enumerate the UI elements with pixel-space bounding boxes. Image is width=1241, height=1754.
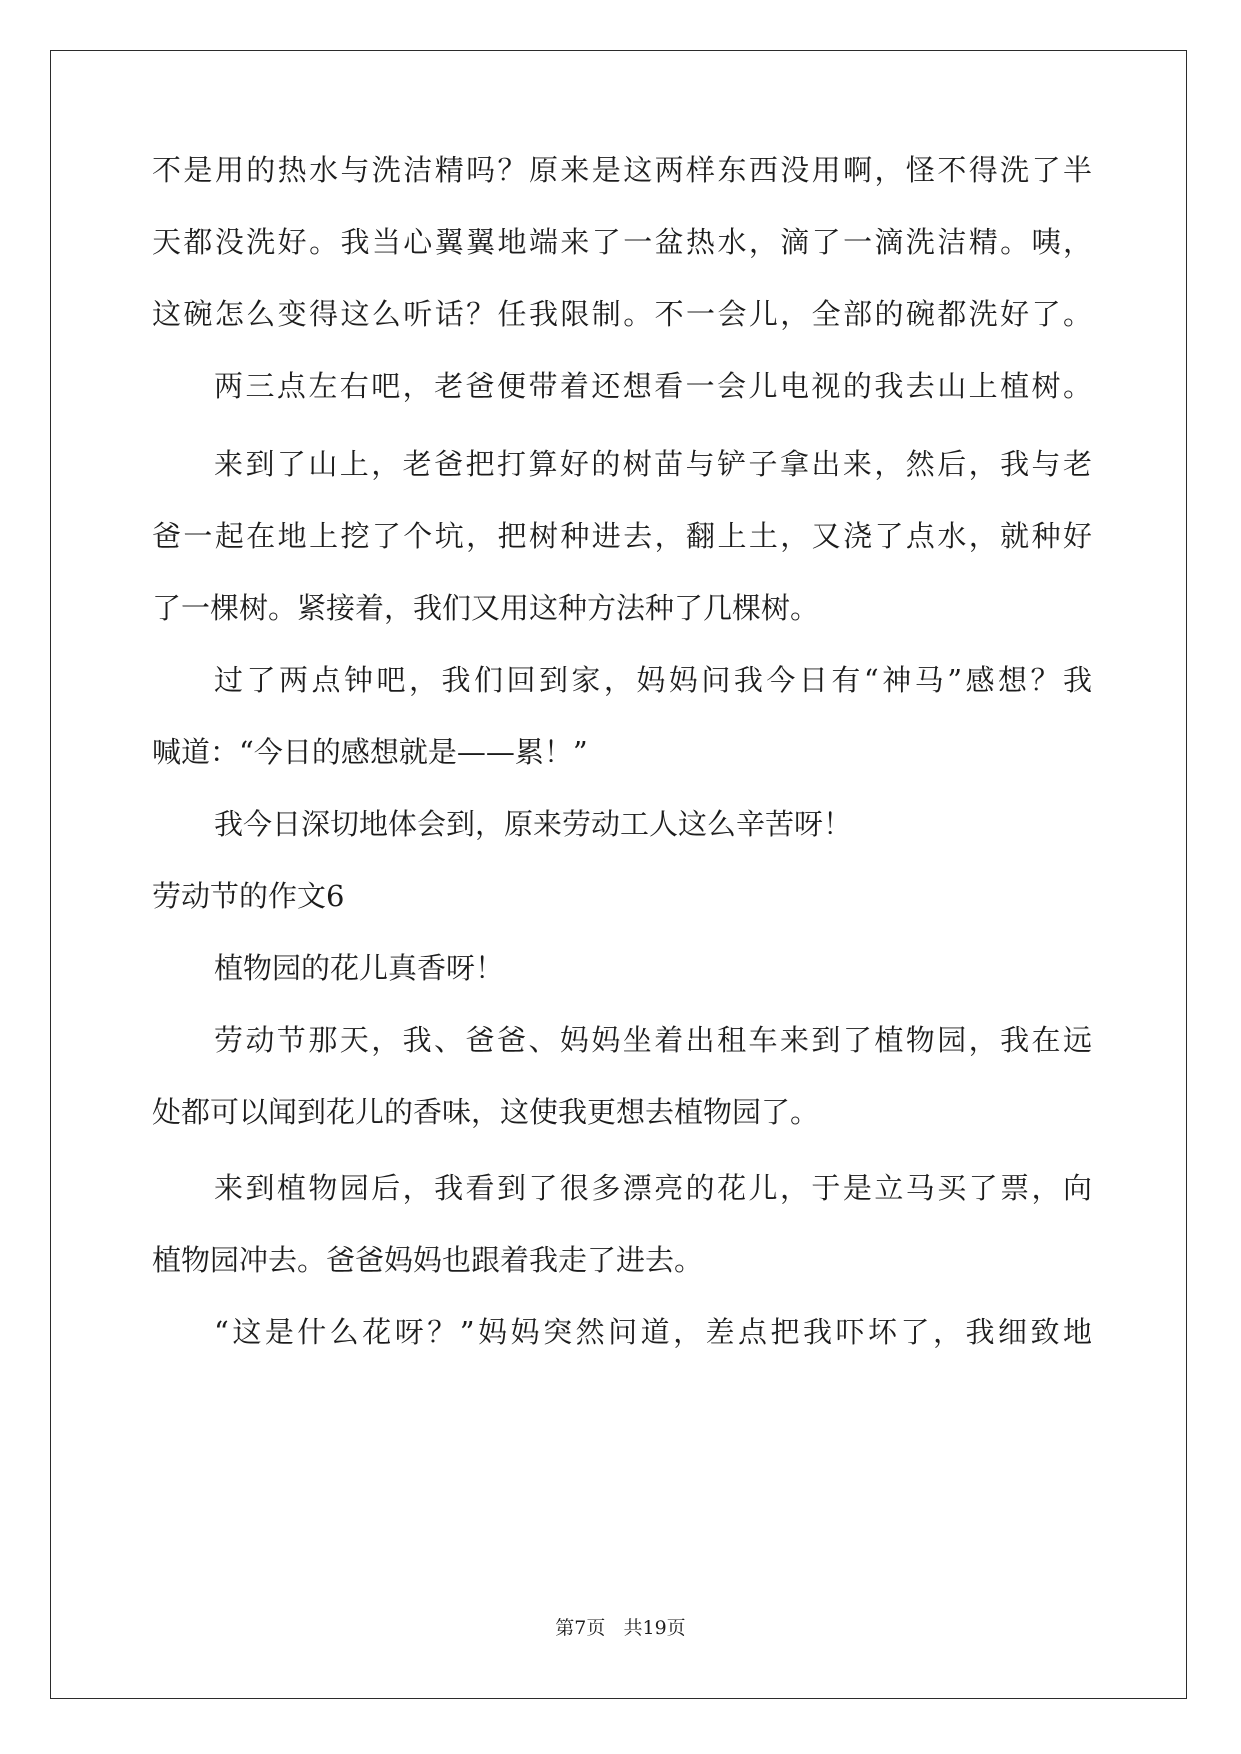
text-line: 过了两点钟吧，我们回到家，妈妈问我今日有“神马”感想？我 — [214, 663, 1092, 697]
text-line: 了一棵树。紧接着，我们又用这种方法种了几棵树。 — [152, 591, 820, 625]
section-heading: 劳动节的作文6 — [152, 879, 345, 913]
text-line: “这是什么花呀？”妈妈突然问道，差点把我吓坏了，我细致地 — [214, 1315, 1092, 1349]
text-line: 爸一起在地上挖了个坑，把树种进去，翻上土，又浇了点水，就种好 — [152, 519, 1092, 553]
text-line: 来到植物园后，我看到了很多漂亮的花儿，于是立马买了票，向 — [214, 1171, 1092, 1205]
text-line: 喊道：“今日的感想就是——累！” — [152, 735, 588, 769]
text-line: 我今日深切地体会到，原来劳动工人这么辛苦呀！ — [214, 807, 853, 841]
text-line: 植物园的花儿真香呀！ — [214, 951, 505, 985]
text-line: 这碗怎么变得这么听话？任我限制。不一会儿，全部的碗都洗好了。 — [152, 297, 1092, 331]
text-line: 来到了山上，老爸把打算好的树苗与铲子拿出来，然后，我与老 — [214, 447, 1092, 481]
page-number: 第7页 共19页 — [555, 1617, 686, 1639]
text-line: 处都可以闻到花儿的香味，这使我更想去植物园了。 — [152, 1095, 820, 1129]
text-line: 劳动节那天，我、爸爸、妈妈坐着出租车来到了植物园，我在远 — [214, 1023, 1092, 1057]
text-line: 植物园冲去。爸爸妈妈也跟着我走了进去。 — [152, 1243, 704, 1277]
text-line: 天都没洗好。我当心翼翼地端来了一盆热水，滴了一滴洗洁精。咦， — [152, 225, 1092, 259]
text-line: 不是用的热水与洗洁精吗？原来是这两样东西没用啊，怪不得洗了半 — [152, 153, 1092, 187]
text-line: 两三点左右吧，老爸便带着还想看一会儿电视的我去山上植树。 — [214, 369, 1092, 403]
